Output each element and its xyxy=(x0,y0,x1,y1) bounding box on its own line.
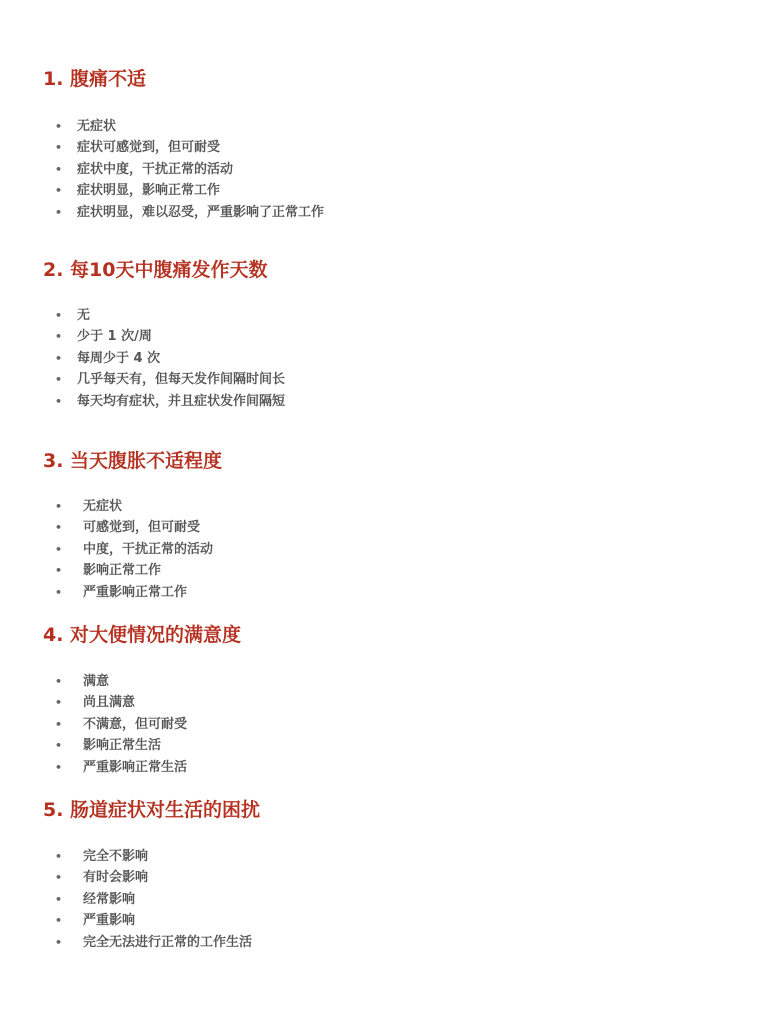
bullet-icon: • xyxy=(55,162,63,176)
bullet-icon: • xyxy=(55,914,63,928)
option-text: 严重影响 xyxy=(83,913,136,929)
section-title: 1. 腹痛不适 xyxy=(43,68,147,90)
section-abdominal-pain xyxy=(43,67,743,220)
option-text: 完全无法进行正常的工作生活 xyxy=(83,934,253,950)
option-text: 严重影响正常生活 xyxy=(83,759,188,775)
section-bloating xyxy=(43,449,743,600)
option-text: 完全不影响 xyxy=(83,849,149,864)
bullet-icon: • xyxy=(55,696,63,710)
option-text: 可感觉到，但可耐受 xyxy=(83,520,201,536)
bullet-icon: • xyxy=(55,850,63,863)
section-title: 3. 当天腹胀不适程度 xyxy=(43,450,223,472)
bullet-icon: • xyxy=(55,141,63,155)
section-pain-frequency xyxy=(43,258,743,409)
bullet-icon: • xyxy=(55,500,63,513)
bullet-icon: • xyxy=(55,892,63,906)
bullet-icon: • xyxy=(55,120,63,133)
option-text: 无症状 xyxy=(77,119,117,134)
option-text: 尚且满意 xyxy=(83,695,136,711)
option-text: 每周少于 4 次 xyxy=(77,350,161,366)
section-title: 4. 对大便情况的满意度 xyxy=(43,624,242,646)
bullet-icon: • xyxy=(55,760,63,774)
bullet-icon: • xyxy=(55,675,63,688)
option-text: 影响正常工作 xyxy=(83,563,162,579)
option-text: 中度，干扰正常的活动 xyxy=(83,541,214,557)
bullet-icon: • xyxy=(55,351,63,365)
option-text: 症状明显，难以忍受，严重影响了正常工作 xyxy=(77,204,325,220)
bullet-icon: • xyxy=(55,739,63,753)
bullet-icon: • xyxy=(55,935,63,949)
bullet-icon: • xyxy=(55,564,63,578)
bullet-icon: • xyxy=(55,871,63,885)
option-text: 少于 1 次/周 xyxy=(77,329,152,345)
bullet-icon: • xyxy=(55,330,63,344)
option-text: 无症状 xyxy=(83,499,123,514)
bullet-icon: • xyxy=(55,521,63,535)
option-text: 症状明显，影响正常工作 xyxy=(77,183,221,199)
option-text: 有时会影响 xyxy=(83,870,149,886)
option-text: 满意 xyxy=(83,674,110,689)
option-text: 无 xyxy=(77,308,91,323)
bullet-icon: • xyxy=(55,309,63,322)
option-text: 经常影响 xyxy=(83,891,136,907)
section-title: 2. 每10天中腹痛发作天数 xyxy=(43,259,268,281)
bullet-icon: • xyxy=(55,717,63,731)
option-text: 影响正常生活 xyxy=(83,738,162,754)
option-text: 严重影响正常工作 xyxy=(83,584,188,600)
option-text: 症状中度，干扰正常的活动 xyxy=(77,161,234,177)
section-life-impact xyxy=(43,798,743,950)
bullet-icon: • xyxy=(55,184,63,198)
section-bowel-satisfaction xyxy=(43,623,743,775)
bullet-icon: • xyxy=(55,542,63,556)
bullet-icon: • xyxy=(55,585,63,599)
option-text: 每天均有症状，并且症状发作间隔短 xyxy=(77,393,286,409)
bullet-icon: • xyxy=(55,394,63,408)
bullet-icon: • xyxy=(55,205,63,219)
option-text: 不满意，但可耐受 xyxy=(83,716,188,732)
option-text: 几乎每天有，但每天发作间隔时间长 xyxy=(77,372,286,388)
section-title: 5. 肠道症状对生活的困扰 xyxy=(43,799,261,821)
bullet-icon: • xyxy=(55,373,63,387)
option-text: 症状可感觉到，但可耐受 xyxy=(77,140,221,156)
